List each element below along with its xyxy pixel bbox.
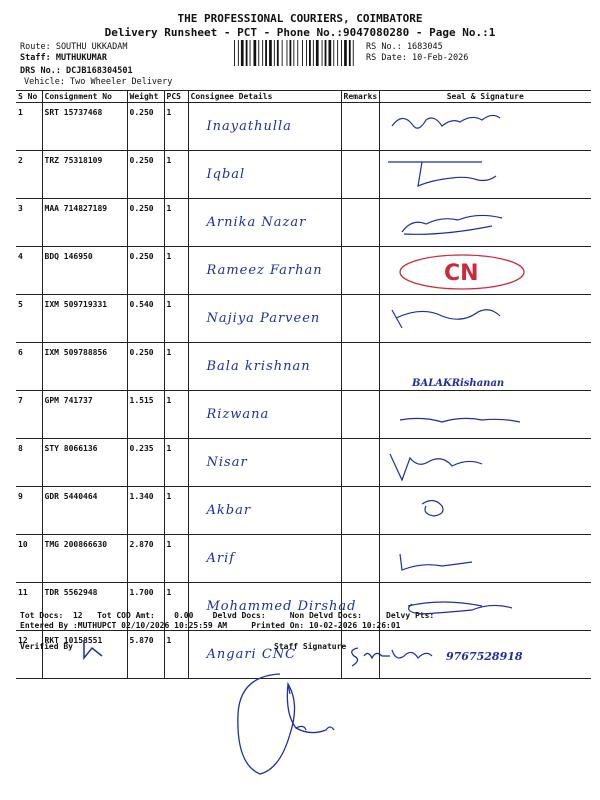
- consignment-no-cell: IXM 509788856: [42, 343, 127, 391]
- runsheet-table: [16, 90, 591, 679]
- remarks-cell: [341, 103, 379, 151]
- table-row: [16, 439, 591, 487]
- s-no-cell: 1: [16, 103, 42, 151]
- signature-cell: [379, 487, 591, 535]
- consignment-no-cell: MAA 714827189: [42, 199, 127, 247]
- weight-cell: 2.870: [127, 535, 164, 583]
- weight-cell: 1.700: [127, 583, 164, 631]
- signature-text: BALAKRishanan: [411, 378, 504, 388]
- s-no-cell: 8: [16, 439, 42, 487]
- s-no-cell: 5: [16, 295, 42, 343]
- s-no-cell: 11: [16, 583, 42, 631]
- consignee-handwritten-name: Akbar: [206, 503, 252, 518]
- pcs-cell: 1: [164, 391, 188, 439]
- table-row: [16, 295, 591, 343]
- consignee-handwritten-name: Angari CNC: [206, 647, 297, 662]
- consignee-handwritten-name: Inayathulla: [206, 119, 292, 134]
- weight-cell: 0.250: [127, 103, 164, 151]
- consignee-cell: [188, 535, 341, 583]
- consignee-cell: [188, 199, 341, 247]
- signature-cell: [379, 535, 591, 583]
- pcs-cell: 1: [164, 247, 188, 295]
- signature-scribble: [382, 540, 587, 580]
- consignee-cell: [188, 439, 341, 487]
- table-row: [16, 391, 591, 439]
- signature-scribble: [382, 204, 587, 244]
- consignee-cell: [188, 151, 341, 199]
- consignee-handwritten-name: Iqbal: [206, 167, 246, 182]
- pcs-cell: 1: [164, 583, 188, 631]
- table-row: [16, 247, 591, 295]
- weight-cell: 1.340: [127, 487, 164, 535]
- consignment-no-cell: STY 8066136: [42, 439, 127, 487]
- table-row: [16, 151, 591, 199]
- signature-scribble: [382, 492, 587, 532]
- entered-line: Entered By :MUTHUPCT 02/10/2026 10:25:59 AM Printed On: 10-02-2026 10:26:01: [20, 621, 401, 630]
- weight-cell: 5.870: [127, 631, 164, 679]
- signature-scribble: [382, 108, 587, 148]
- consignee-handwritten-name: Najiya Parveen: [206, 311, 321, 326]
- signature-cell: [379, 103, 591, 151]
- weight-cell: 0.250: [127, 151, 164, 199]
- consignment-no-cell: SRT 15737468: [42, 103, 127, 151]
- signature-cell: [379, 247, 591, 295]
- consignee-handwritten-name: Arnika Nazar: [206, 215, 307, 230]
- weight-cell: 0.540: [127, 295, 164, 343]
- remarks-cell: [341, 343, 379, 391]
- runsheet-subtitle: Delivery Runsheet - PCT - Phone No.:9047080280 - Page No.:1: [104, 26, 496, 39]
- pcs-cell: 1: [164, 439, 188, 487]
- consignee-handwritten-name: Rameez Farhan: [206, 263, 323, 278]
- s-no-cell: 9: [16, 487, 42, 535]
- remarks-cell: [341, 199, 379, 247]
- remarks-cell: [341, 391, 379, 439]
- signature-scribble: [382, 636, 587, 676]
- consignee-handwritten-name: Mohammed Dirshad: [206, 599, 357, 614]
- col-header: PCS: [164, 91, 188, 103]
- rs-date: RS Date: 10-Feb-2026: [366, 53, 469, 63]
- consignee-handwritten-name: Bala krishnan: [206, 359, 311, 374]
- signature-scribble: [382, 348, 587, 388]
- consignment-no-cell: GPM 741737: [42, 391, 127, 439]
- consignee-handwritten-name: Rizwana: [206, 407, 270, 422]
- consignment-no-cell: TDR 5562948: [42, 583, 127, 631]
- phone-handwritten: 9767528918: [445, 650, 523, 663]
- consignment-no-cell: TRZ 75318109: [42, 151, 127, 199]
- stamp-text: CN: [443, 261, 479, 286]
- signature-scribble: [382, 444, 587, 484]
- s-no-cell: 12: [16, 631, 42, 679]
- table-row: [16, 199, 591, 247]
- consignee-handwritten-name: Nisar: [206, 455, 248, 470]
- signature-cell: [379, 343, 591, 391]
- pcs-cell: 1: [164, 343, 188, 391]
- s-no-cell: 3: [16, 199, 42, 247]
- signature-cell: [379, 199, 591, 247]
- col-header: S No: [16, 91, 42, 103]
- s-no-cell: 10: [16, 535, 42, 583]
- remarks-cell: [341, 535, 379, 583]
- barcode-image: [232, 40, 360, 66]
- signature-cell: [379, 295, 591, 343]
- staff-signature-mark: [346, 644, 396, 674]
- consignee-handwritten-name: Arif: [206, 551, 236, 566]
- signature-cell: [379, 583, 591, 631]
- table-row: [16, 103, 591, 151]
- pcs-cell: 1: [164, 535, 188, 583]
- cn-stamp: [382, 252, 582, 292]
- signature-scribble: [382, 300, 587, 340]
- consignee-cell: [188, 343, 341, 391]
- remarks-cell: [341, 247, 379, 295]
- pcs-cell: 1: [164, 295, 188, 343]
- remarks-cell: [341, 439, 379, 487]
- table-row: [16, 487, 591, 535]
- consignee-cell: [188, 295, 341, 343]
- weight-cell: 0.250: [127, 247, 164, 295]
- signature-scribble: [382, 588, 587, 628]
- consignee-cell: [188, 487, 341, 535]
- consignee-cell: [188, 103, 341, 151]
- pcs-cell: 1: [164, 151, 188, 199]
- col-header: Seal & Signature: [379, 91, 591, 103]
- col-header: Remarks: [341, 91, 379, 103]
- verified-signature: [78, 636, 108, 662]
- signature-cell: [379, 151, 591, 199]
- consignment-no-cell: BDQ 146950: [42, 247, 127, 295]
- consignment-no-cell: TMG 200866630: [42, 535, 127, 583]
- remarks-cell: [341, 295, 379, 343]
- consignment-no-cell: GDR 5440464: [42, 487, 127, 535]
- s-no-cell: 6: [16, 343, 42, 391]
- consignee-cell: [188, 247, 341, 295]
- consignee-cell: [188, 391, 341, 439]
- company-title: THE PROFESSIONAL COURIERS, COIMBATORE: [177, 12, 423, 25]
- pcs-cell: 1: [164, 487, 188, 535]
- table-row: [16, 535, 591, 583]
- col-header: Consignee Details: [188, 91, 341, 103]
- col-header: Weight: [127, 91, 164, 103]
- signature-cell: [379, 391, 591, 439]
- pcs-cell: 1: [164, 199, 188, 247]
- s-no-cell: 7: [16, 391, 42, 439]
- s-no-cell: 2: [16, 151, 42, 199]
- s-no-cell: 4: [16, 247, 42, 295]
- remarks-cell: [341, 151, 379, 199]
- verified-by-label: Verified By: [20, 642, 73, 651]
- drs-label: DRS No.: DCJB168304501: [20, 66, 133, 76]
- pcs-cell: 1: [164, 103, 188, 151]
- weight-cell: 0.235: [127, 439, 164, 487]
- col-header: Consignment No: [42, 91, 127, 103]
- signature-scribble: [382, 396, 587, 436]
- consignment-no-cell: RKT 10158551: [42, 631, 127, 679]
- large-signature: [230, 654, 340, 784]
- pcs-cell: 1: [164, 631, 188, 679]
- weight-cell: 0.250: [127, 343, 164, 391]
- table-header-row: [16, 91, 591, 103]
- table-row: [16, 343, 591, 391]
- totals-line: Tot Docs: 12 Tot COD Amt: 0.00 Delvd Docs: Non Delvd Docs: Delvy Pts:: [20, 611, 435, 620]
- vehicle-label: Vehicle: Two Wheeler Delivery: [24, 77, 173, 87]
- consignment-no-cell: IXM 509719331: [42, 295, 127, 343]
- staff-label: Staff: MUTHUKUMAR: [20, 53, 107, 63]
- signature-cell: [379, 631, 591, 679]
- rs-number: RS No.: 1683045: [366, 42, 443, 52]
- signature-cell: [379, 439, 591, 487]
- weight-cell: 1.515: [127, 391, 164, 439]
- route-label: Route: SOUTHU UKKADAM: [20, 42, 128, 52]
- staff-signature-label: Staff Signature: [274, 642, 347, 651]
- signature-scribble: [382, 156, 587, 196]
- remarks-cell: [341, 487, 379, 535]
- weight-cell: 0.250: [127, 199, 164, 247]
